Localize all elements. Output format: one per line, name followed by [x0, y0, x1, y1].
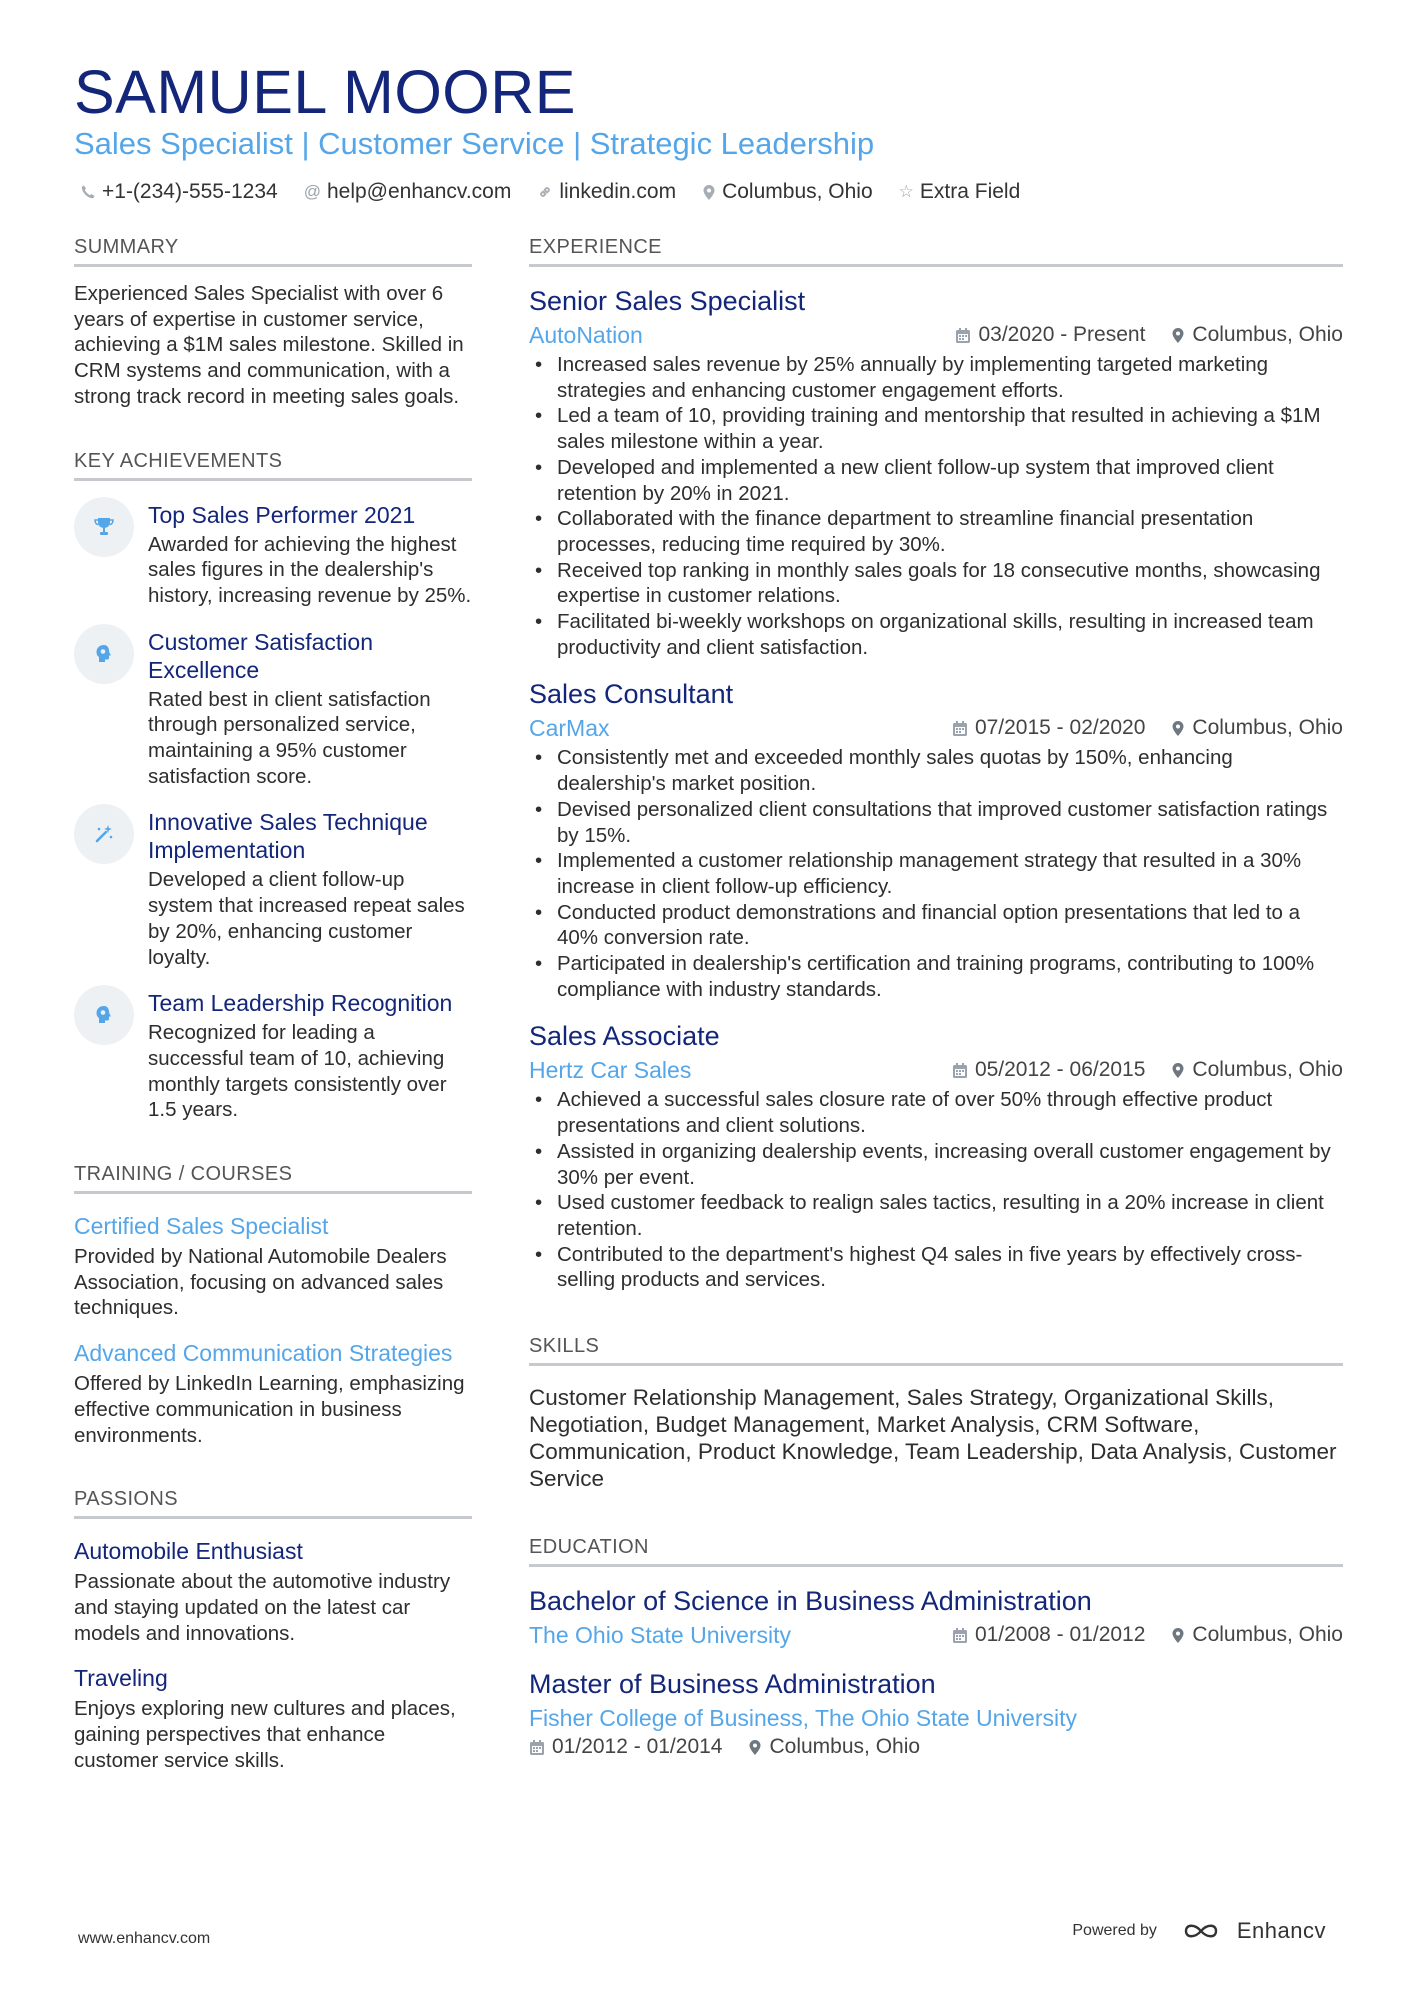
skills-text: Customer Relationship Management, Sales Strategy, Organizational Skills, Negotiation, Budget Management, Market Analysis, CRM Software, Communication, Product Knowledge, Team Leadership, Data Analysis, Customer Service [529, 1385, 1337, 1492]
summary-text: Experienced Sales Specialist with over 6 years of expertise in customer service, achieving a $1M sales milestone. Skilled in CRM systems and communication, with a strong track record in meeting sales goals. [74, 282, 464, 408]
course-item [74, 1212, 472, 1321]
candidate-name: SAMUEL MOORE [74, 58, 576, 126]
job-title: Sales Associate [529, 1021, 720, 1052]
bullet-item: • Led a team of 10, providing training and mentorship that resulted in achieving a $1M sales milestone within a year. [557, 403, 1343, 454]
bullet-item: • Achieved a successful sales closure rate of over 50% through effective product presentations and client solutions. [557, 1087, 1343, 1138]
right-column [529, 236, 1343, 1759]
achievement-title: Innovative Sales Technique Implementation [148, 809, 428, 864]
summary-heading: SUMMARY [74, 236, 472, 267]
footer-branding [1072, 1918, 1326, 1944]
powered-by-label: Powered by [1072, 1922, 1157, 1939]
job-bullets [529, 1087, 1343, 1293]
phone-icon [80, 184, 96, 200]
passion-item [74, 1664, 472, 1773]
contact-email[interactable] [304, 180, 512, 204]
contact-location-text: Columbus, Ohio [722, 180, 873, 203]
bullet-item: • Collaborated with the finance department to streamline financial presentation processes, reducing time required by 30%. [557, 506, 1343, 557]
contact-email-text: help@enhancv.com [326, 180, 512, 203]
education-dates-text: 01/2012 - 01/2014 [552, 1735, 723, 1759]
job-bullets [529, 352, 1343, 660]
education-meta-right [529, 1735, 1343, 1759]
job-dates-text: 05/2012 - 06/2015 [974, 1058, 1146, 1082]
job-title: Sales Consultant [529, 679, 734, 710]
calendar-icon [952, 1062, 968, 1079]
training-heading: TRAINING / COURSES [74, 1163, 472, 1194]
job-entry [529, 285, 1343, 660]
company-name: Hertz Car Sales [529, 1056, 692, 1083]
job-title: Senior Sales Specialist [529, 286, 806, 316]
bullet-item: • Participated in dealership's certification and training programs, contributing to 100% compliance with industry standards. [557, 951, 1343, 1002]
education-heading: EDUCATION [529, 1536, 1343, 1567]
passion-desc: Passionate about the automotive industry and staying updated on the latest car models and innovations. [74, 1570, 451, 1645]
achievement-title: Customer Satisfaction Excellence [148, 628, 373, 683]
contact-bar [80, 180, 1046, 204]
passion-desc: Enjoys exploring new cultures and places, gaining perspectives that enhance customer service skills. [74, 1697, 456, 1772]
achievement-item [74, 628, 472, 790]
bullet-item: • Facilitated bi-weekly workshops on organizational skills, resulting in increased team productivity and client satisfaction. [557, 609, 1343, 660]
achievement-desc: Awarded for achieving the highest sales figures in the dealership's history, increasing revenue by 25%. [148, 532, 472, 607]
job-dates-text: 03/2020 - Present [978, 323, 1146, 346]
bullet-item: • Implemented a customer relationship management strategy that resulted in a 30% increase in client follow-up efficiency. [557, 848, 1343, 899]
achievement-desc: Developed a client follow-up system that increased repeat sales by 20%, enhancing customer loyalty. [148, 868, 465, 969]
location-icon [1171, 1627, 1185, 1644]
achievement-desc: Recognized for leading a successful team of 10, achieving monthly targets consistently over 1.5 years. [148, 1021, 447, 1122]
achievement-desc: Rated best in client satisfaction through personalized service, maintaining a 95% customer satisfaction score. [148, 687, 431, 788]
job-dates-text: 07/2015 - 02/2020 [974, 716, 1146, 740]
experience-heading: EXPERIENCE [529, 236, 1343, 267]
magic-wand-icon [74, 804, 134, 864]
contact-location [702, 180, 873, 204]
contact-linkedin-text: linkedin.com [559, 180, 677, 203]
company-name: AutoNation [529, 321, 643, 348]
job-location [1171, 323, 1343, 347]
education-entry [529, 1668, 1343, 1759]
job-meta [529, 1055, 1343, 1085]
degree-title: Bachelor of Science in Business Administration [529, 1586, 1092, 1617]
job-meta [529, 713, 1343, 743]
brain-icon [74, 985, 134, 1045]
achievements-heading: KEY ACHIEVEMENTS [74, 450, 472, 481]
enhancv-logo-icon [1183, 1919, 1229, 1943]
skills-heading: SKILLS [529, 1335, 1343, 1366]
star-icon: ☆ [898, 182, 914, 201]
bullet-item: • Used customer feedback to realign sales tactics, resulting in a 20% increase in client retention. [557, 1190, 1343, 1241]
location-icon [1171, 1062, 1185, 1079]
calendar-icon [955, 327, 971, 344]
school-name: Fisher College of Business, The Ohio State University [529, 1705, 1077, 1732]
education-location [1171, 1623, 1343, 1647]
education-location-text: Columbus, Ohio [769, 1735, 921, 1759]
passion-item [74, 1537, 472, 1646]
course-desc: Offered by LinkedIn Learning, emphasizing effective communication in business environments. [74, 1372, 465, 1447]
footer-website[interactable]: www.enhancv.com [78, 1930, 211, 1947]
job-entry [529, 1020, 1343, 1293]
job-location [1171, 716, 1343, 740]
job-meta-right [952, 716, 1343, 740]
course-desc: Provided by National Automobile Dealers Association, focusing on advanced sales techniques. [74, 1245, 447, 1320]
job-location-text: Columbus, Ohio [1192, 323, 1343, 346]
education-meta-right [952, 1623, 1343, 1647]
enhancv-logo[interactable] [1183, 1918, 1326, 1944]
education-location [748, 1735, 920, 1759]
job-meta-right [952, 1058, 1343, 1082]
location-icon [1171, 327, 1185, 344]
course-title: Certified Sales Specialist [74, 1213, 329, 1240]
job-bullets [529, 745, 1343, 1002]
enhancv-logo-text: Enhancv [1236, 1918, 1326, 1943]
job-meta [529, 320, 1343, 350]
location-icon [1171, 720, 1185, 737]
achievement-item [74, 501, 472, 609]
job-location-text: Columbus, Ohio [1192, 716, 1343, 740]
job-entry [529, 678, 1343, 1002]
contact-phone[interactable] [80, 180, 278, 204]
education-dates [529, 1735, 722, 1759]
contact-phone-text: +1-(234)-555-1234 [102, 180, 278, 203]
bullet-item: • Increased sales revenue by 25% annually by implementing targeted marketing strategies and enhancing customer engagement efforts. [557, 352, 1343, 403]
education-location-text: Columbus, Ohio [1192, 1623, 1343, 1647]
at-icon: @ [303, 182, 321, 201]
link-icon [537, 184, 553, 200]
bullet-item: • Developed and implemented a new client follow-up system that improved client retention by 20% in 2021. [557, 455, 1343, 506]
bullet-item: • Contributed to the department's highest Q4 sales in five years by effectively cross-selling products and services. [557, 1242, 1343, 1293]
bullet-item: • Consistently met and exceeded monthly sales quotas by 150%, enhancing dealership's market position. [557, 745, 1343, 796]
bullet-item: • Received top ranking in monthly sales goals for 18 consecutive months, showcasing expertise in customer relations. [557, 558, 1343, 609]
passions-heading: PASSIONS [74, 1488, 472, 1519]
left-column [74, 236, 472, 1774]
location-icon [748, 1739, 762, 1756]
education-meta [529, 1620, 1343, 1650]
bullet-item: • Devised personalized client consultations that improved customer satisfaction ratings by 15%. [557, 797, 1343, 848]
contact-linkedin[interactable] [537, 180, 676, 204]
calendar-icon [952, 1627, 968, 1644]
achievement-title: Team Leadership Recognition [148, 990, 453, 1017]
course-item [74, 1339, 472, 1448]
calendar-icon [952, 720, 968, 737]
contact-extra-text: Extra Field [919, 180, 1021, 203]
bullet-item: • Assisted in organizing dealership events, increasing overall customer engagement by 30% per event. [557, 1139, 1343, 1190]
job-location-text: Columbus, Ohio [1192, 1058, 1343, 1082]
brain-icon [74, 624, 134, 684]
company-name: CarMax [529, 714, 610, 741]
trophy-icon [74, 497, 134, 557]
candidate-subtitle: Sales Specialist | Customer Service | Strategic Leadership [74, 126, 875, 161]
passion-title: Traveling [74, 1665, 168, 1692]
achievement-item [74, 808, 472, 970]
education-dates [952, 1623, 1145, 1647]
job-dates [952, 1058, 1145, 1082]
education-dates-text: 01/2008 - 01/2012 [974, 1623, 1146, 1647]
achievement-item [74, 989, 472, 1123]
job-location [1171, 1058, 1343, 1082]
course-title: Advanced Communication Strategies [74, 1340, 453, 1367]
contact-extra [899, 180, 1021, 204]
calendar-icon [529, 1739, 545, 1756]
school-name: The Ohio State University [529, 1621, 792, 1648]
passion-title: Automobile Enthusiast [74, 1538, 303, 1565]
job-meta-right [955, 323, 1343, 347]
education-entry [529, 1585, 1343, 1650]
location-icon [702, 184, 716, 201]
degree-title: Master of Business Administration [529, 1669, 936, 1700]
job-dates [952, 716, 1145, 740]
achievement-title: Top Sales Performer 2021 [148, 501, 416, 528]
bullet-item: • Conducted product demonstrations and financial option presentations that led to a 40% conversion rate. [557, 900, 1343, 951]
job-dates [955, 323, 1145, 347]
